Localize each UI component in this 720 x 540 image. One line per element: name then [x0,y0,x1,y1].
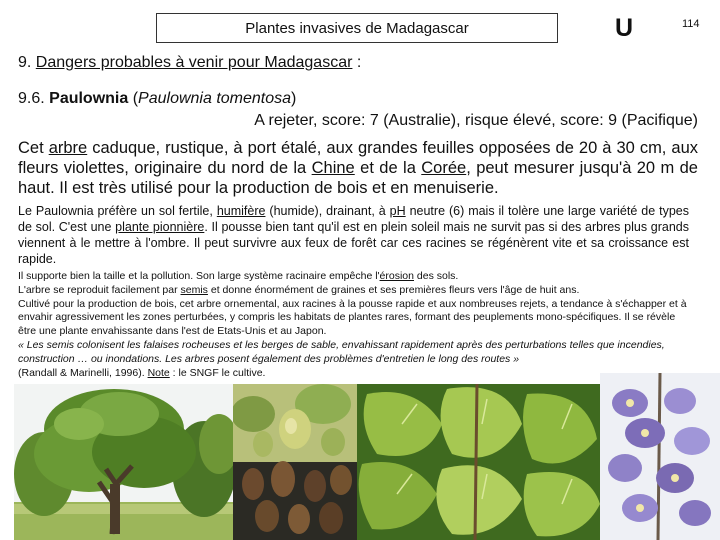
link-ph[interactable]: pH [389,204,406,218]
section-heading [18,54,361,72]
text-run: , peut mesurer jusqu'à 20 m de haut. Il est très utilisé pour la production de bois et en menuiserie. [18,159,698,197]
link-chine[interactable]: Chine [311,159,355,177]
plant-latin-name: Paulownia tomentosa [138,90,292,107]
paragraph-ecology [18,203,689,267]
paragraph-description [18,138,698,198]
subsection-number: 9.6. [18,90,45,107]
header-title: Plantes invasives de Madagascar [245,19,469,37]
plant-name: Paulownia [49,90,129,107]
page-number: 114 [682,18,700,30]
paragraph-invasiveness [18,270,692,380]
section-title: Dangers probables à venir pour Madagascar [35,54,353,71]
text-run: Cet [18,139,49,157]
text-run: et de la [354,159,422,177]
text-run: neutre (6) mais il tolère une large variété de types de sol. C'est une [18,204,689,234]
quote-text: « Les semis colonisent les falaises rocheuses et les berges de sable, envahissant rapidement après des perturbations telles que incendies, construction … ou inondations. Les arbres posent également des problèmes d'entretien le long des routes » [18,338,665,365]
risk-verdict: A rejeter, score: 7 (Australie), risque élevé, score: 9 (Pacifique) [254,112,698,129]
text-run: Il supporte bien la taille et la pollution. Son large système racinaire empêche l' [18,270,380,282]
text-line: Cultivé pour la production de bois, cet arbre ornemental, aux racines à la pousse rapide et aux nombreuses rejets, a tendance à s'échapper et à envahir agressivement les zones perturbées, y compris les habitats de plantes rares, formant des peuplements mono-spécifiques. Il se révèle être une plante envahissante dans l'est de Etats-Unis et au Japon. [18,297,687,338]
quote-line [18,339,692,367]
link-note[interactable]: Note [147,366,170,379]
link-humifere[interactable]: humifère [216,204,266,218]
text-run: (humide), drainant, à [265,204,390,218]
link-plante-pionniere[interactable]: plante pionnière [115,220,205,234]
text-run: et donne énormément de graines et ses premières fleurs vers l'âge de huit ans. [207,283,580,296]
text-run: L'arbre se reproduit facilement par [18,283,181,296]
citation: (Randall & Marinelli, 1996). [18,366,148,379]
text-line [18,284,692,298]
section-number: 9. [18,54,32,71]
photo-paulownia-leaves [357,384,600,540]
link-semis[interactable]: semis [180,283,208,296]
subsection-heading: 9.6. Paulownia (Paulownia tomentosa) [18,90,297,107]
header-letter: U [615,14,634,42]
note-text: : le SNGF le cultive. [169,366,266,379]
link-arbre[interactable]: arbre [48,139,88,157]
header-title-box [156,13,558,43]
photo-paulownia-flowers [600,373,720,540]
text-run: Le Paulownia préfère un sol fertile, [18,204,217,218]
photo-paulownia-tree [14,384,233,540]
link-erosion[interactable]: érosion [379,270,414,282]
photo-paulownia-fruit [233,384,357,540]
text-run: des sols. [414,270,459,282]
link-coree[interactable]: Corée [421,159,467,177]
citation-line [18,367,692,381]
text-run: caduque, rustique, à port étalé, aux grandes feuilles opposées de 20 à 30 cm, aux fleurs violettes, originaire du nord de la [18,139,698,177]
text-line [18,270,692,284]
section-colon: : [352,54,362,71]
text-run: . Il pousse bien tant qu'il est en plein soleil mais ne survit pas si des arbres plus grands viennent à le mettre à l'ombre. Il peut survivre aux feux de forêt car ces racines se régénèrent vite et sa croissance est rapide. [18,220,689,266]
